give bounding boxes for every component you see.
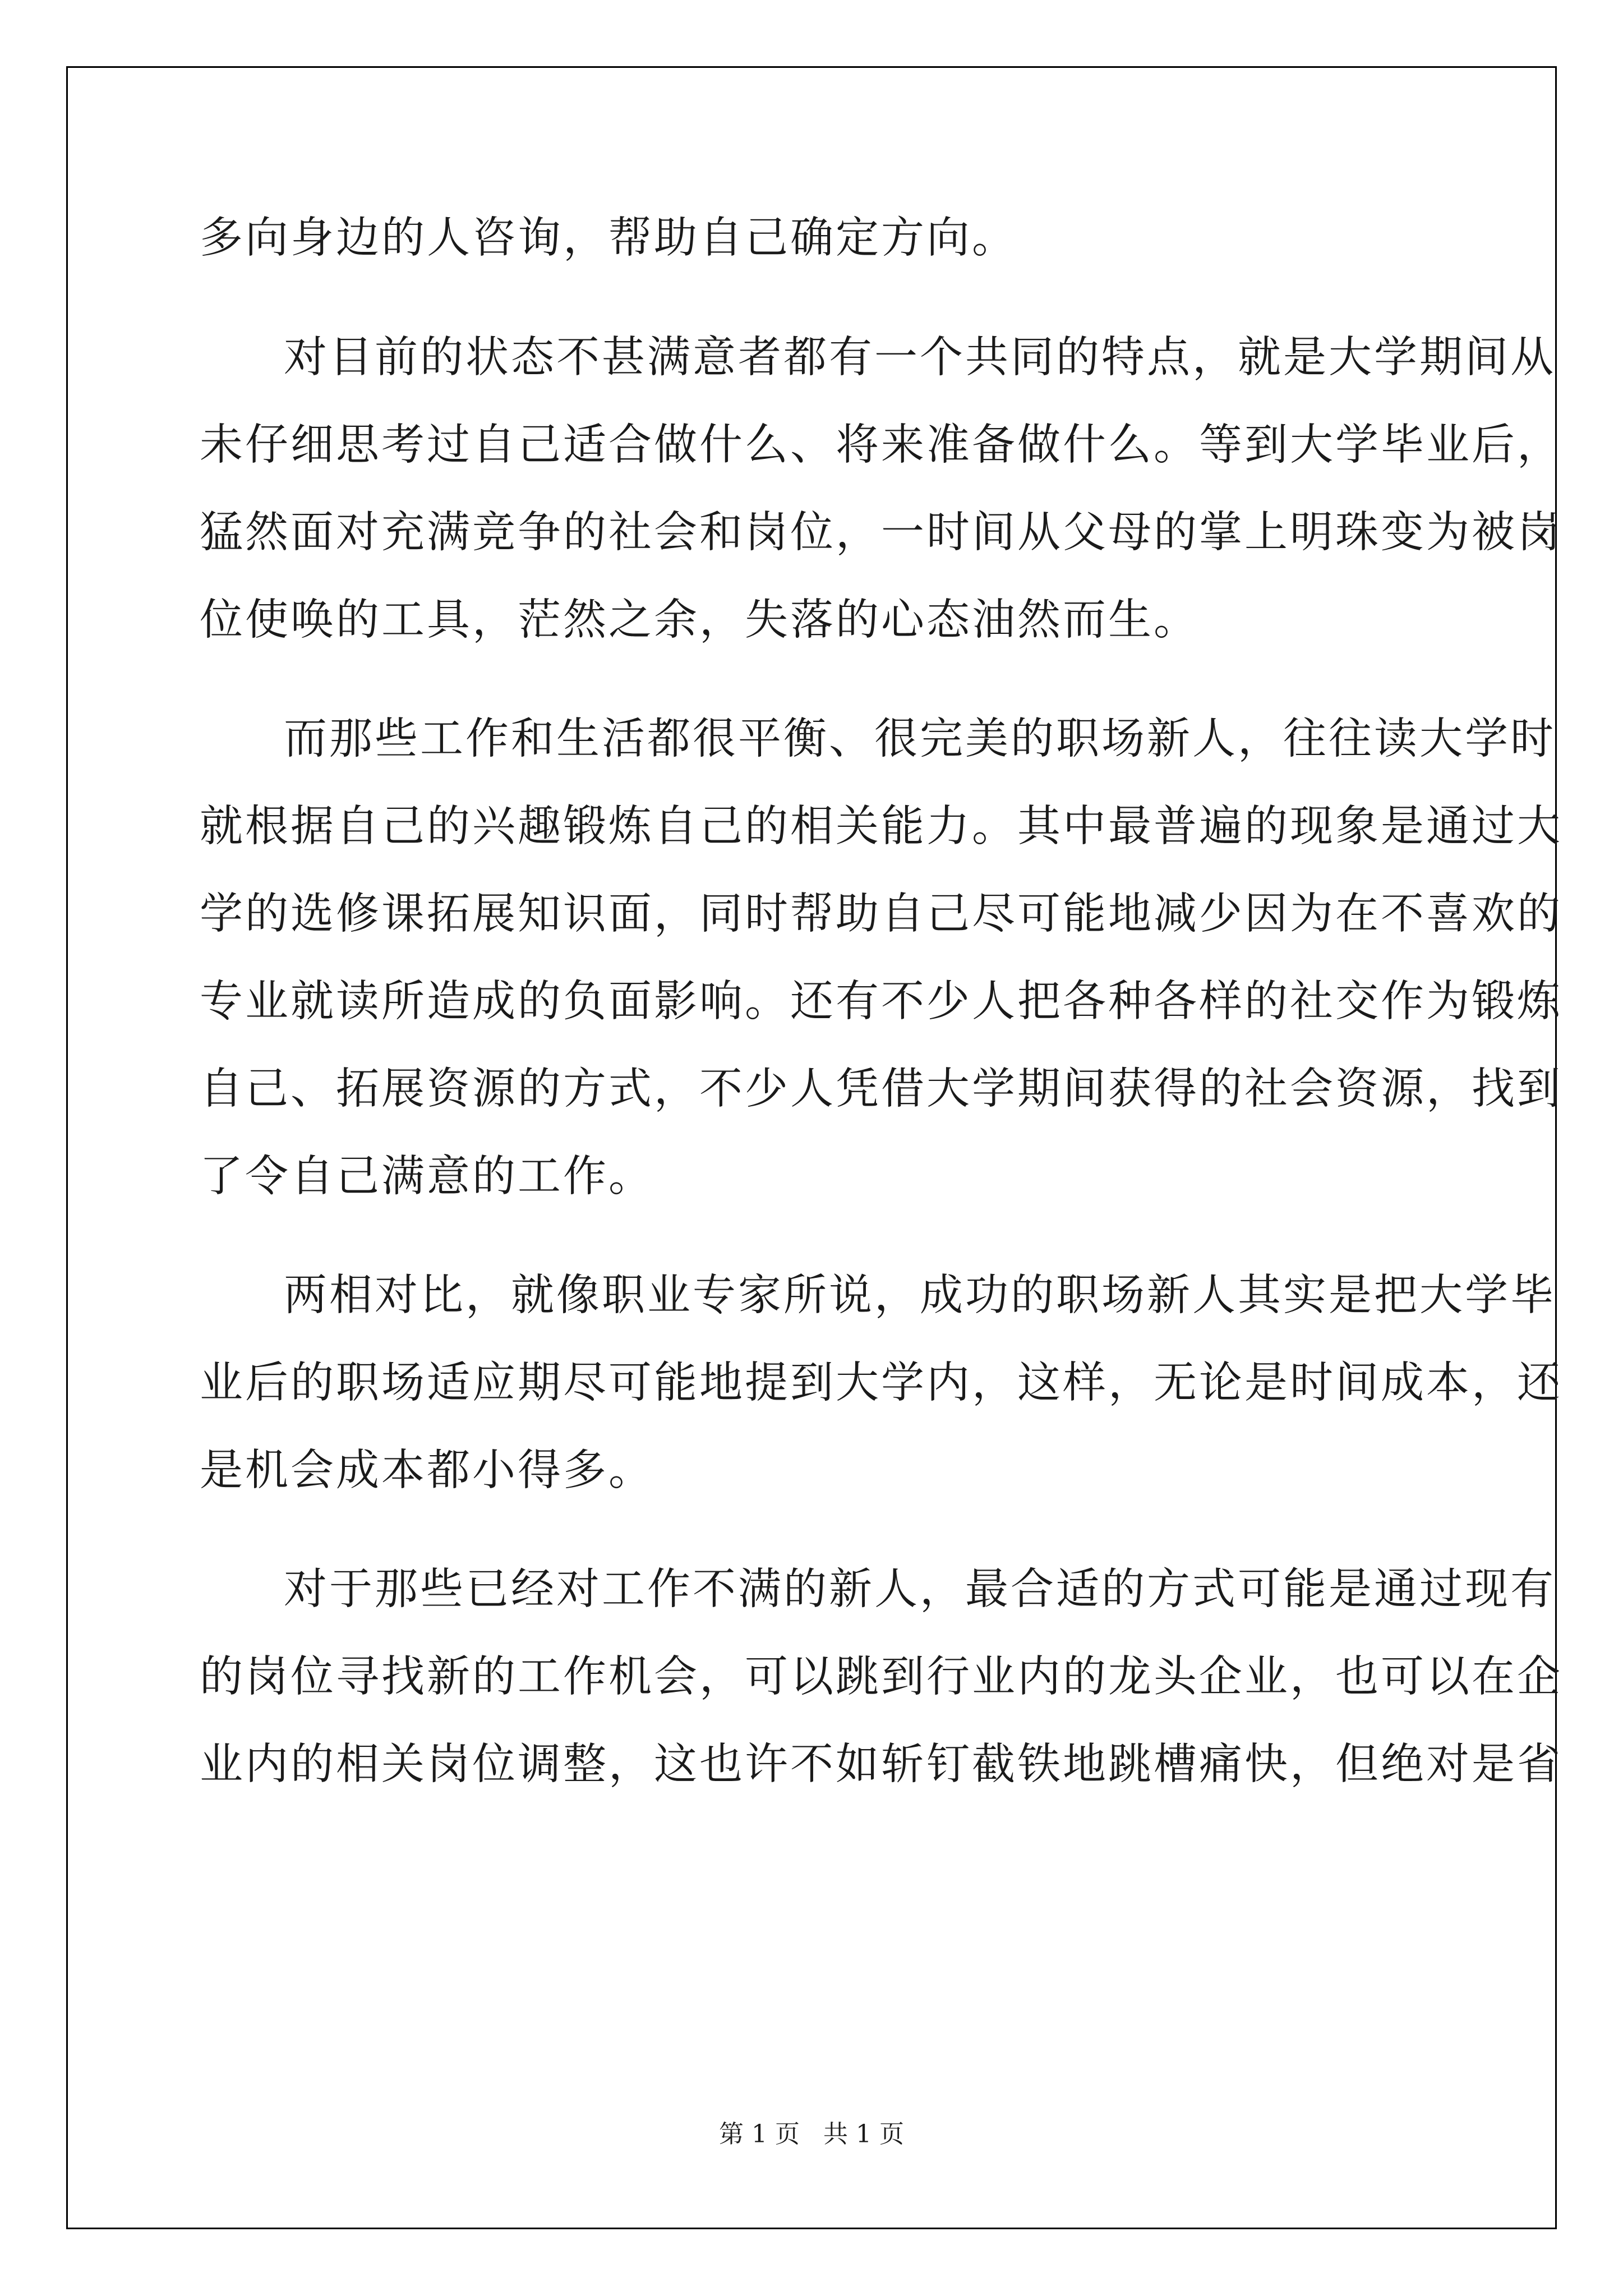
text-line: 业内的相关岗位调整，这也许不如斩钉截铁地跳槽痛快，但绝对是省 xyxy=(200,1740,1562,1789)
text-line: 自己、拓展资源的方式，不少人凭借大学期间获得的社会资源，找到 xyxy=(200,1064,1562,1114)
paragraph-first-line: 而那些工作和生活都很平衡、很完美的职场新人，往往读大学时 xyxy=(284,714,1556,764)
text-line: 是机会成本都小得多。 xyxy=(200,1446,654,1496)
text-line: 业后的职场适应期尽可能地提到大学内，这样，无论是时间成本，还 xyxy=(200,1358,1562,1408)
text-line: 专业就读所造成的负面影响。还有不少人把各种各样的社交作为锻炼 xyxy=(200,977,1562,1027)
text-line: 就根据自己的兴趣锻炼自己的相关能力。其中最普遍的现象是通过大 xyxy=(200,802,1562,852)
text-line: 的岗位寻找新的工作机会，可以跳到行业内的龙头企业，也可以在企 xyxy=(200,1652,1562,1702)
text-line: 未仔细思考过自己适合做什么、将来准备做什么。等到大学毕业后， xyxy=(200,420,1562,470)
paragraph-first-line: 对于那些已经对工作不满的新人，最合适的方式可能是通过现有 xyxy=(284,1565,1556,1614)
text-line: 学的选修课拓展知识面，同时帮助自己尽可能地减少因为在不喜欢的 xyxy=(200,889,1562,939)
paragraph-first-line: 两相对比，就像职业专家所说，成功的职场新人其实是把大学毕 xyxy=(284,1271,1556,1320)
text-line: 了令自己满意的工作。 xyxy=(200,1152,654,1202)
text-line: 位使唤的工具，茫然之余，失落的心态油然而生。 xyxy=(200,595,1199,645)
paragraph-first-line: 对目前的状态不甚满意者都有一个共同的特点，就是大学期间从 xyxy=(284,333,1556,383)
page-number-footer: 第 1 页 共 1 页 xyxy=(719,2120,904,2148)
text-line: 多向身边的人咨询，帮助自己确定方向。 xyxy=(200,213,1017,263)
text-line: 猛然面对充满竞争的社会和岗位，一时间从父母的掌上明珠变为被岗 xyxy=(200,508,1562,558)
